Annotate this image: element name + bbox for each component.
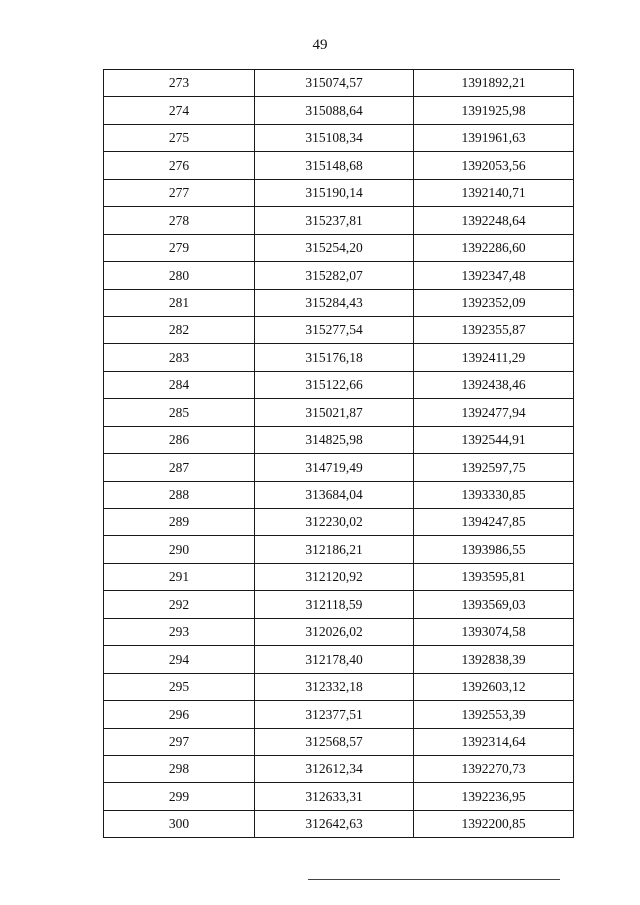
point-number-cell: 274: [104, 97, 255, 124]
y-coordinate-cell: 1392411,29: [414, 344, 574, 371]
x-coordinate-cell: 312642,63: [255, 810, 414, 837]
page-number: 49: [312, 37, 328, 53]
x-coordinate-cell: 312026,02: [255, 618, 414, 645]
table-row: [104, 70, 574, 97]
point-number-cell: 283: [104, 344, 255, 371]
table-row: [104, 536, 574, 563]
y-coordinate-cell: 1391925,98: [414, 97, 574, 124]
point-number-cell: 292: [104, 591, 255, 618]
y-coordinate-cell: 1392236,95: [414, 783, 574, 810]
point-number-cell: 279: [104, 234, 255, 261]
x-coordinate-cell: 315284,43: [255, 289, 414, 316]
x-coordinate-cell: 315021,87: [255, 399, 414, 426]
table-row: [104, 454, 574, 481]
point-number-cell: 294: [104, 646, 255, 673]
y-coordinate-cell: 1392352,09: [414, 289, 574, 316]
point-number-cell: 278: [104, 207, 255, 234]
point-number-cell: 281: [104, 289, 255, 316]
y-coordinate-cell: 1392544,91: [414, 426, 574, 453]
y-coordinate-cell: 1392314,64: [414, 728, 574, 755]
y-coordinate-cell: 1393569,03: [414, 591, 574, 618]
point-number-cell: 273: [104, 70, 255, 97]
point-number-cell: 298: [104, 755, 255, 782]
y-coordinate-cell: 1394247,85: [414, 509, 574, 536]
x-coordinate-cell: 312118,59: [255, 591, 414, 618]
y-coordinate-cell: 1392355,87: [414, 316, 574, 343]
x-coordinate-cell: 315122,66: [255, 371, 414, 398]
x-coordinate-cell: 312568,57: [255, 728, 414, 755]
x-coordinate-cell: 312186,21: [255, 536, 414, 563]
x-coordinate-cell: 312230,02: [255, 509, 414, 536]
table-row: [104, 179, 574, 206]
table-row: [104, 481, 574, 508]
coordinates-table: [103, 69, 574, 838]
point-number-cell: 296: [104, 701, 255, 728]
y-coordinate-cell: 1393330,85: [414, 481, 574, 508]
y-coordinate-cell: 1391961,63: [414, 124, 574, 151]
point-number-cell: 286: [104, 426, 255, 453]
table-row: [104, 728, 574, 755]
table-row: [104, 316, 574, 343]
x-coordinate-cell: 315277,54: [255, 316, 414, 343]
x-coordinate-cell: 312178,40: [255, 646, 414, 673]
point-number-cell: 280: [104, 262, 255, 289]
point-number-cell: 297: [104, 728, 255, 755]
point-number-cell: 284: [104, 371, 255, 398]
y-coordinate-cell: 1392248,64: [414, 207, 574, 234]
y-coordinate-cell: 1392286,60: [414, 234, 574, 261]
point-number-cell: 290: [104, 536, 255, 563]
coordinates-table-body: [104, 70, 574, 838]
point-number-cell: 275: [104, 124, 255, 151]
point-number-cell: 282: [104, 316, 255, 343]
table-row: [104, 810, 574, 837]
x-coordinate-cell: 312377,51: [255, 701, 414, 728]
x-coordinate-cell: 312633,31: [255, 783, 414, 810]
x-coordinate-cell: 312120,92: [255, 563, 414, 590]
table-row: [104, 563, 574, 590]
table-row: [104, 591, 574, 618]
table-row: [104, 289, 574, 316]
y-coordinate-cell: 1392597,75: [414, 454, 574, 481]
table-row: [104, 262, 574, 289]
x-coordinate-cell: 313684,04: [255, 481, 414, 508]
point-number-cell: 277: [104, 179, 255, 206]
table-row: [104, 673, 574, 700]
table-row: [104, 426, 574, 453]
y-coordinate-cell: 1392200,85: [414, 810, 574, 837]
point-number-cell: 276: [104, 152, 255, 179]
table-row: [104, 207, 574, 234]
point-number-cell: 288: [104, 481, 255, 508]
table-row: [104, 371, 574, 398]
table-row: [104, 97, 574, 124]
y-coordinate-cell: 1393074,58: [414, 618, 574, 645]
y-coordinate-cell: 1392553,39: [414, 701, 574, 728]
y-coordinate-cell: 1392270,73: [414, 755, 574, 782]
x-coordinate-cell: 314719,49: [255, 454, 414, 481]
x-coordinate-cell: 315088,64: [255, 97, 414, 124]
point-number-cell: 287: [104, 454, 255, 481]
table-row: [104, 618, 574, 645]
y-coordinate-cell: 1392347,48: [414, 262, 574, 289]
y-coordinate-cell: 1392053,56: [414, 152, 574, 179]
table-row: [104, 344, 574, 371]
table-row: [104, 399, 574, 426]
table-row: [104, 701, 574, 728]
x-coordinate-cell: 315074,57: [255, 70, 414, 97]
x-coordinate-cell: 315176,18: [255, 344, 414, 371]
y-coordinate-cell: 1393986,55: [414, 536, 574, 563]
table-row: [104, 234, 574, 261]
y-coordinate-cell: 1392603,12: [414, 673, 574, 700]
x-coordinate-cell: 315237,81: [255, 207, 414, 234]
y-coordinate-cell: 1392438,46: [414, 371, 574, 398]
table-row: [104, 755, 574, 782]
table-row: [104, 646, 574, 673]
table-row: [104, 124, 574, 151]
y-coordinate-cell: 1393595,81: [414, 563, 574, 590]
point-number-cell: 299: [104, 783, 255, 810]
x-coordinate-cell: 312332,18: [255, 673, 414, 700]
y-coordinate-cell: 1392477,94: [414, 399, 574, 426]
point-number-cell: 289: [104, 509, 255, 536]
y-coordinate-cell: 1392140,71: [414, 179, 574, 206]
table-row: [104, 509, 574, 536]
x-coordinate-cell: 315254,20: [255, 234, 414, 261]
x-coordinate-cell: 315282,07: [255, 262, 414, 289]
footer-rule: [308, 879, 560, 880]
point-number-cell: 285: [104, 399, 255, 426]
point-number-cell: 295: [104, 673, 255, 700]
point-number-cell: 291: [104, 563, 255, 590]
x-coordinate-cell: 315190,14: [255, 179, 414, 206]
y-coordinate-cell: 1392838,39: [414, 646, 574, 673]
point-number-cell: 300: [104, 810, 255, 837]
x-coordinate-cell: 312612,34: [255, 755, 414, 782]
x-coordinate-cell: 314825,98: [255, 426, 414, 453]
x-coordinate-cell: 315148,68: [255, 152, 414, 179]
table-row: [104, 152, 574, 179]
table-row: [104, 783, 574, 810]
y-coordinate-cell: 1391892,21: [414, 70, 574, 97]
point-number-cell: 293: [104, 618, 255, 645]
x-coordinate-cell: 315108,34: [255, 124, 414, 151]
